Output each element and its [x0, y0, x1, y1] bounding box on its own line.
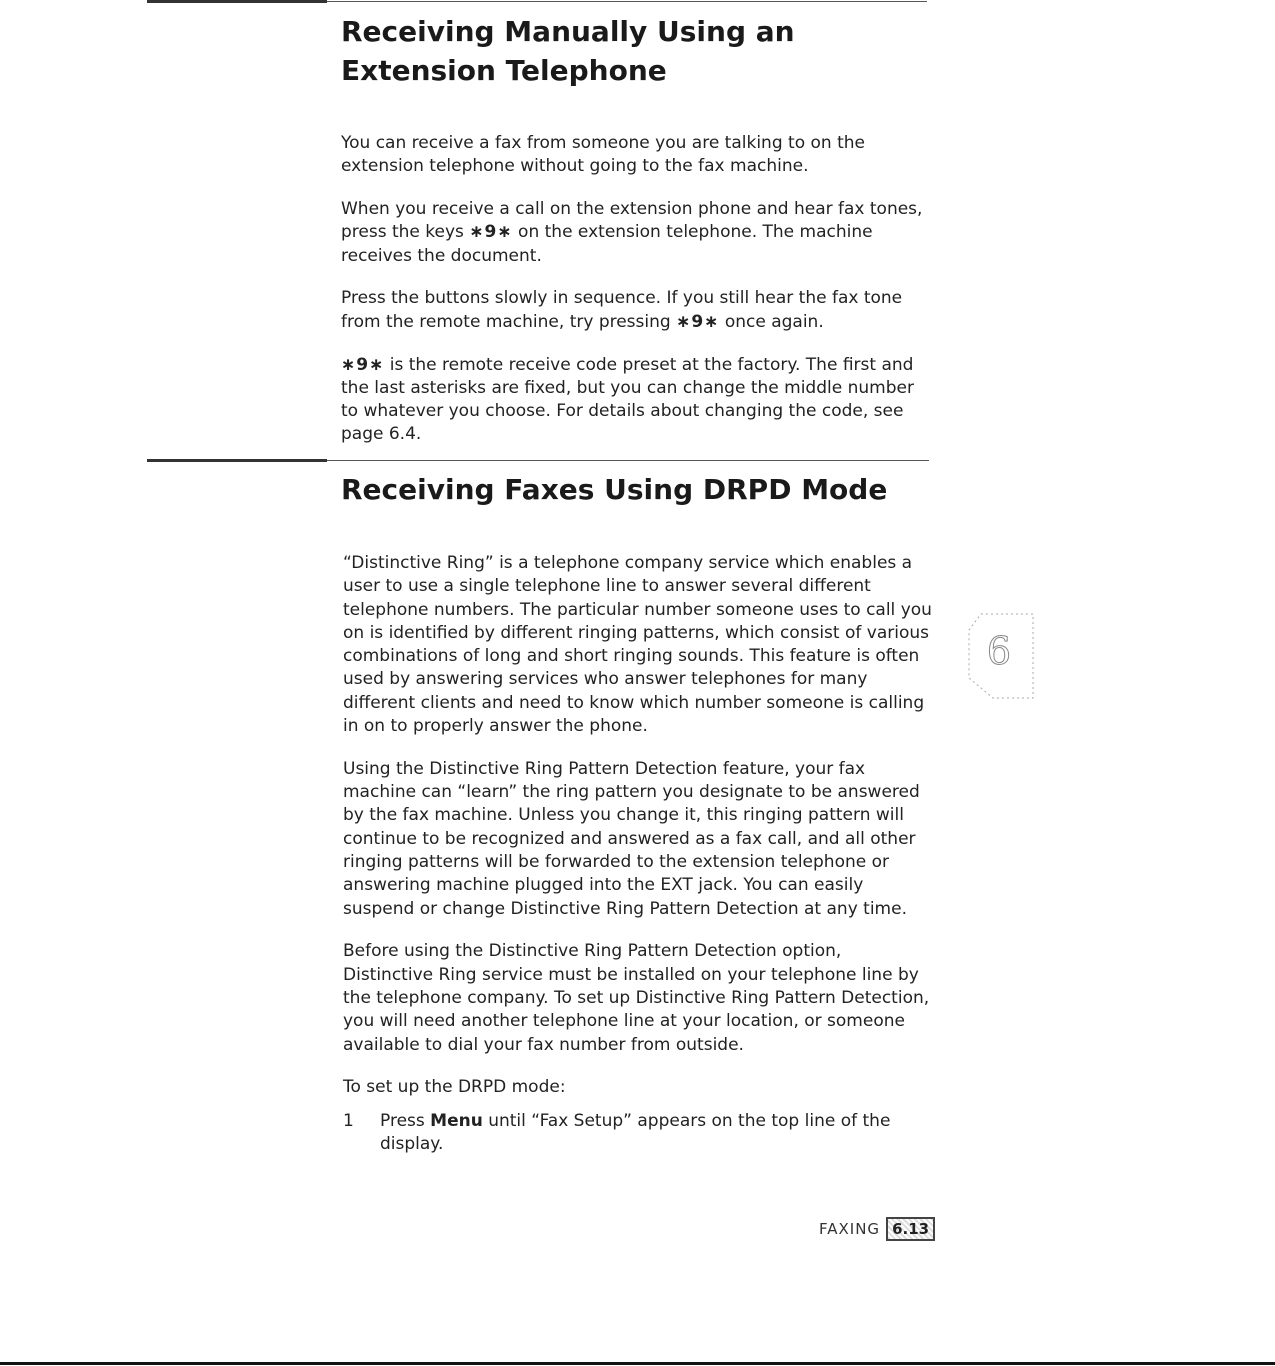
remote-code: ∗9∗ — [341, 354, 385, 375]
p2-text-b: on the extension telephone. The machine receives the document. — [341, 222, 873, 266]
step1-text-b: until “Fax Setup” appears on the top line of the display. — [380, 1110, 891, 1155]
page-number: 6.13 — [886, 1217, 935, 1241]
section1-paragraph-1: You can receive a fax from someone you are talking to on the extension telephone without going to the fax machine. — [341, 133, 865, 177]
section1-paragraph-3 — [341, 287, 933, 334]
p4-text-b: is the remote receive code preset at the factory. The first and the last asterisks are fixed, but you can change the middle number to whatever you choose. For details about changing the code, see page 6.4. — [341, 354, 914, 445]
section1-paragraph-2 — [341, 198, 933, 268]
chapter-tab-label: 6 — [986, 629, 1012, 673]
section2-paragraph-1: “Distinctive Ring” is a telephone company service which enables a user to use a single telephone line to answer several different telephone numbers. The particular number someone uses to call you on is identified by different ringing patterns, which consist of various combinations of long and short ringing sounds. This feature is often used by answering services who answer telephones for many different clients and need to know which number someone is calling in on to properly answer the phone. — [343, 553, 932, 737]
section1-paragraph-4 — [341, 354, 933, 447]
p2-text-a: When you receive a call on the extension phone and hear fax tones, press the keys — [341, 199, 923, 243]
section1-body — [341, 132, 933, 466]
section1-heading-line2: Extension Telephone — [341, 54, 667, 87]
middle-rule-bar — [147, 459, 327, 462]
bottom-edge — [0, 1362, 1275, 1365]
menu-key: Menu — [430, 1110, 483, 1131]
top-rule — [327, 1, 927, 2]
page-footer — [819, 1215, 935, 1243]
step1-text-a: Press — [380, 1110, 431, 1131]
section2-body — [343, 552, 935, 1156]
remote-code: ∗9∗ — [469, 222, 513, 243]
step-text — [380, 1110, 935, 1157]
middle-rule — [327, 460, 929, 461]
step-1 — [343, 1110, 935, 1157]
section1-heading-line1: Receiving Manually Using an — [341, 15, 795, 48]
section2-paragraph-2: Using the Distinctive Ring Pattern Detection feature, your fax machine can “learn” the ring pattern you designate to be answered by the fax machine. Unless you change it, this ringing pattern will continue to be recognized and answered as a fax call, and all other ringing patterns will be forwarded to the extension telephone or answering machine plugged into the EXT jack. You can easily suspend or change Distinctive Ring Pattern Detection at any time. — [343, 758, 920, 919]
footer-section-label: FAXING — [819, 1220, 881, 1238]
remote-code: ∗9∗ — [676, 311, 720, 332]
section2-heading: Receiving Faxes Using DRPD Mode — [341, 473, 888, 506]
chapter-tab — [963, 608, 1035, 700]
section2-paragraph-3: Before using the Distinctive Ring Pattern Detection option, Distinctive Ring service must be installed on your telephone line by the telephone company. To set up Distinctive Ring Pattern Detection, you will need another telephone line at your location, or someone available to dial your fax number from outside. — [343, 941, 930, 1055]
step-number: 1 — [343, 1110, 354, 1131]
chapter-tab-icon — [963, 608, 1035, 700]
p3-text-a: Press the buttons slowly in sequence. If you still hear the fax tone from the remote machine, try pressing — [341, 288, 903, 332]
top-rule-bar — [147, 0, 327, 3]
p3-text-b: once again. — [719, 311, 824, 332]
section2-paragraph-4: To set up the DRPD mode: — [343, 1077, 566, 1098]
section1-heading — [341, 12, 795, 90]
